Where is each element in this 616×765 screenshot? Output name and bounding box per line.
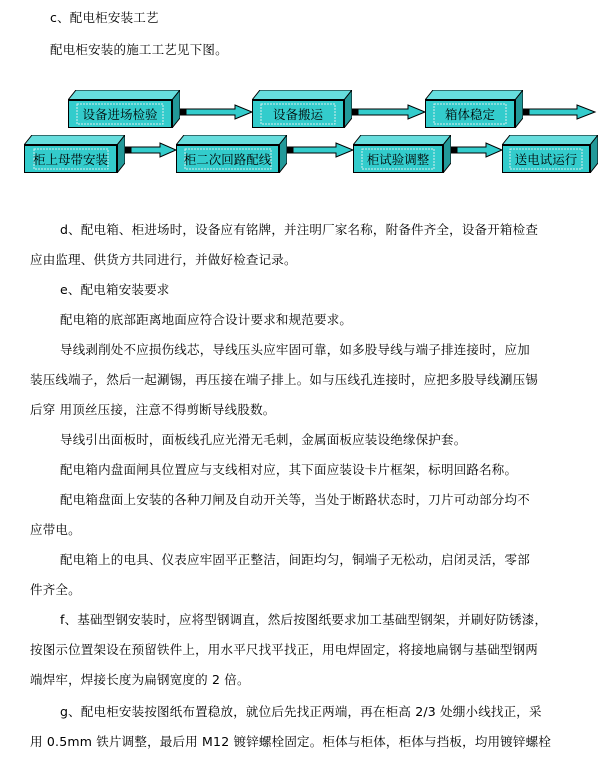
para-e5-line1: 配电箱盘面上安装的各种刀闸及自动开关等，当处于断路状态时，刀片可动部分均不 bbox=[60, 492, 530, 507]
para-f-line1: f、基础型钢安装时，应将型钢调直，然后按图纸要求加工基础型钢架，并刷好防锈漆， bbox=[60, 612, 548, 627]
flow-step-secondary-wiring: 柜二次回路配线 bbox=[176, 135, 287, 173]
para-f-line3: 端焊牢，焊接长度为扁钢宽度的 2 倍。 bbox=[30, 672, 250, 687]
para-g-line2: 用 0.5mm 铁片调整，最后用 M12 镀锌螺栓固定。柜体与柜体，柜体与挡板，均用镀锌螺栓 bbox=[30, 734, 552, 749]
para-d-line2: 应由监理、供货方共同进行，并做好检查记录。 bbox=[30, 252, 297, 267]
para-g-line1: g、配电柜安装按图纸布置稳放，就位后先找正两端，再在柜高 2/3 处绷小线找正，采 bbox=[60, 704, 542, 719]
section-heading-c: c、配电柜安装工艺 bbox=[50, 10, 159, 25]
para-e2-line3: 后穿 用顶丝压接，注意不得剪断导线股数。 bbox=[30, 402, 276, 417]
para-e2-line1: 导线剥削处不应损伤线芯，导线压头应牢固可靠，如多股导线与端子排连接时，应加 bbox=[60, 342, 530, 357]
flow-step-cabinet-stabilize: 箱体稳定 bbox=[425, 90, 523, 128]
para-e6-line2: 件齐全。 bbox=[30, 582, 81, 597]
para-e4: 配电箱内盘面闸具位置应与支线相对应，其下面应装设卡片框架，标明回路名称。 bbox=[60, 462, 518, 477]
intro-text: 配电柜安装的施工工艺见下图。 bbox=[50, 42, 228, 57]
para-e6-line1: 配电箱上的电具、仪表应牢固平正整洁，间距均匀，铜端子无松动，启闭灵活，零部 bbox=[60, 552, 530, 567]
flow-step-trial-run: 送电试运行 bbox=[502, 135, 598, 173]
para-f-line2: 按图示位置架设在预留铁件上，用水平尺找平找正，用电焊固定，将接地扁钢与基础型钢两 bbox=[30, 642, 539, 657]
para-e1: 配电箱的底部距离地面应符合设计要求和规范要求。 bbox=[60, 312, 353, 327]
flow-step-busbar-install: 柜上母带安装 bbox=[24, 135, 125, 173]
para-e3: 导线引出面板时，面板线孔应光滑无毛刺，金属面板应装设绝缘保护套。 bbox=[60, 432, 467, 447]
para-e5-line2: 应带电。 bbox=[30, 522, 81, 537]
flow-step-test-adjust: 柜试验调整 bbox=[353, 135, 451, 173]
flow-step-equipment-inspection: 设备进场检验 bbox=[68, 90, 180, 128]
flow-step-equipment-transport: 设备搬运 bbox=[252, 90, 352, 128]
para-d-line1: d、配电箱、柜进场时，设备应有铭牌，并注明厂家名称，附备件齐全，设备开箱检查 bbox=[60, 222, 539, 237]
section-heading-e: e、配电箱安装要求 bbox=[60, 282, 170, 297]
para-e2-line2: 装压线端子，然后一起涮锡，再压接在端子排上。如与压线孔连接时，应把多股导线涮压锡 bbox=[30, 372, 539, 387]
